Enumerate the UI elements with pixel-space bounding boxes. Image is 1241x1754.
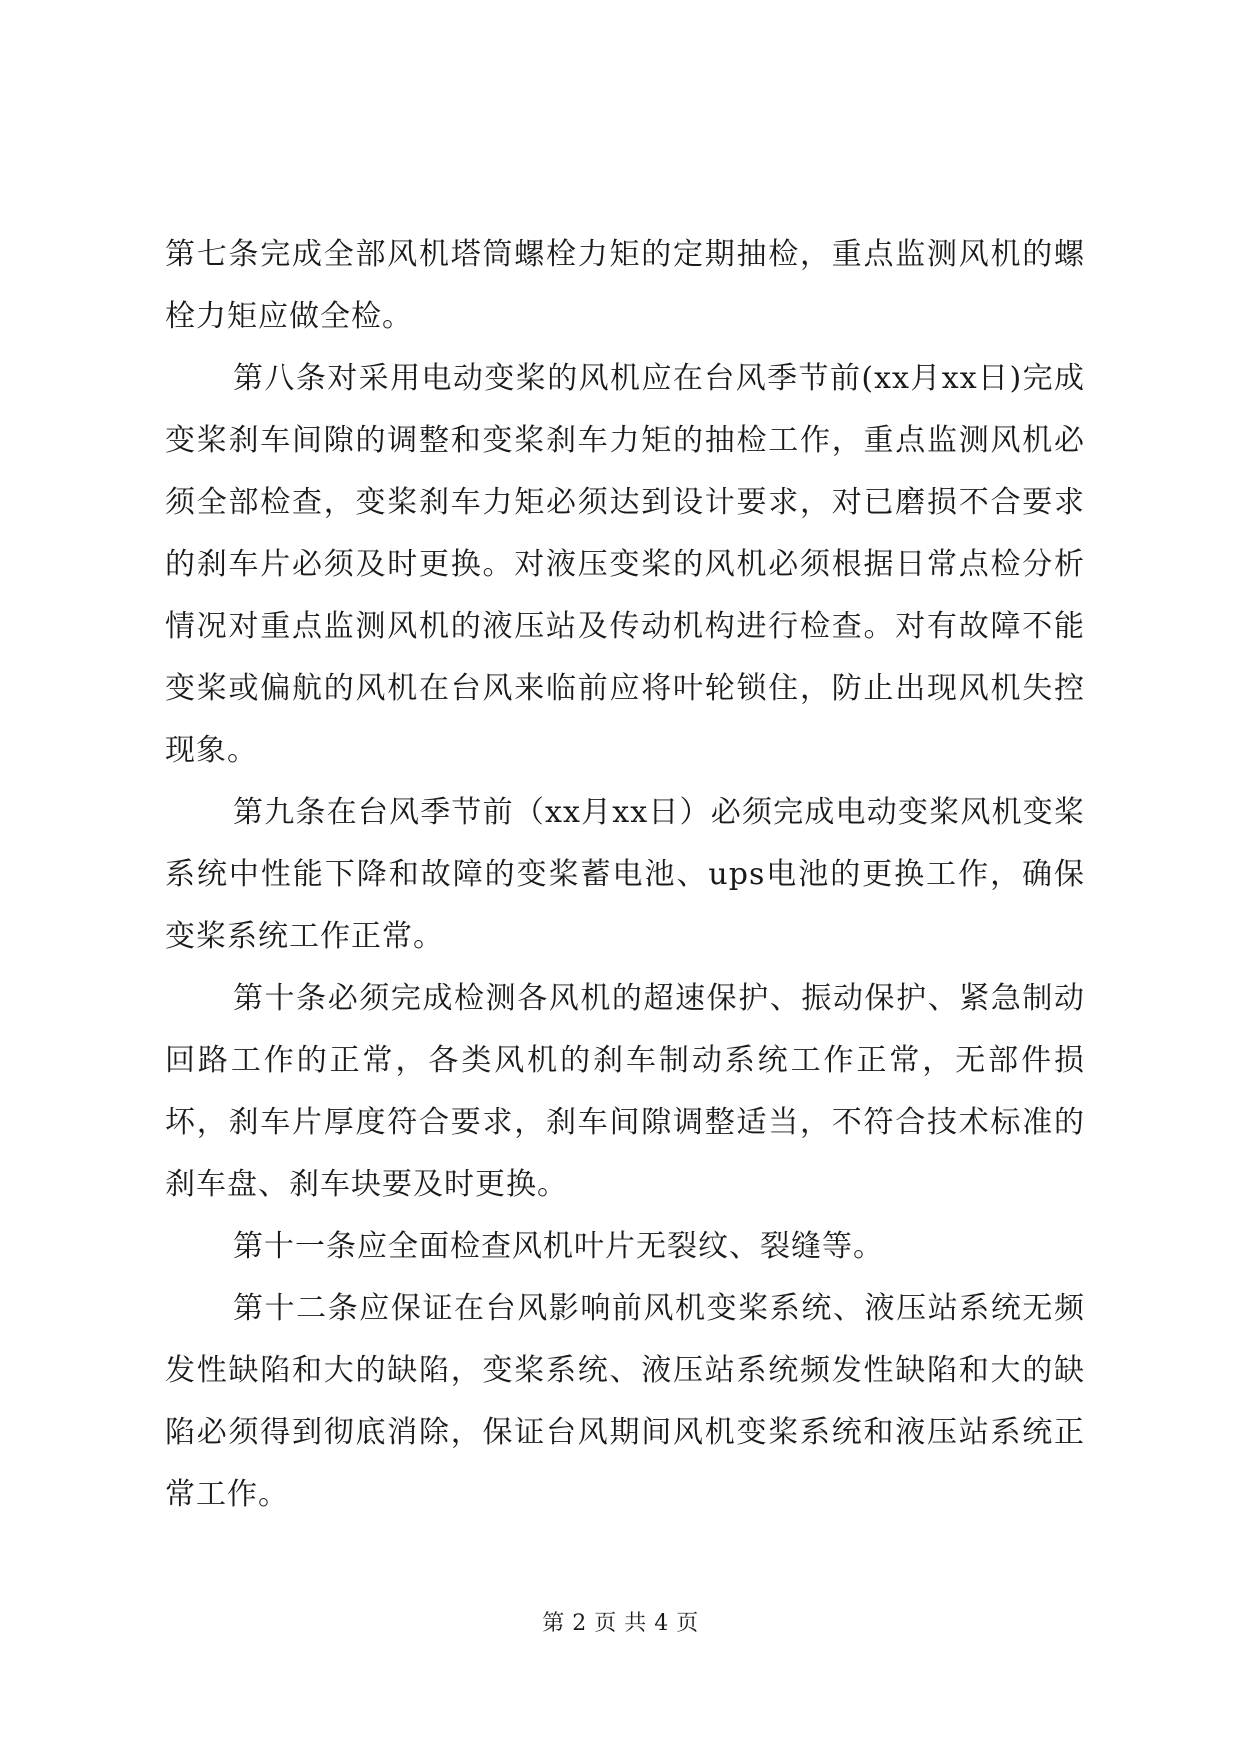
paragraph-article-7: 第七条完成全部风机塔筒螺栓力矩的定期抽检，重点监测风机的螺栓力矩应做全检。 — [165, 237, 1085, 334]
paragraph-article-9: 第九条在台风季节前（xx月xx日）必须完成电动变桨风机变桨系统中性能下降和故障的变桨蓄电池、ups电池的更换工作，确保变桨系统工作正常。 — [165, 795, 1085, 954]
document-body — [165, 224, 1085, 1526]
page-number-label: 第 2 页 共 4 页 — [542, 1611, 699, 1636]
paragraph-article-11: 第十一条应全面检查风机叶片无裂纹、裂缝等。 — [233, 1229, 884, 1264]
paragraph-article-10: 第十条必须完成检测各风机的超速保护、振动保护、紧急制动回路工作的正常，各类风机的刹车制动系统工作正常，无部件损坏，刹车片厚度符合要求，刹车间隙调整适当，不符合技术标准的刹车盘、刹车块要及时更换。 — [165, 981, 1085, 1202]
paragraph-article-8: 第八条对采用电动变桨的风机应在台风季节前(xx月xx日)完成变桨刹车间隙的调整和变桨刹车力矩的抽检工作，重点监测风机必须全部检查，变桨刹车力矩必须达到设计要求，对已磨损不合要求的刹车片必须及时更换。对液压变桨的风机必须根据日常点检分析情况对重点监测风机的液压站及传动机构进行检查。对有故障不能变桨或偏航的风机在台风来临前应将叶轮锁住，防止出现风机失控现象。 — [165, 361, 1085, 768]
paragraph-article-12: 第十二条应保证在台风影响前风机变桨系统、液压站系统无频发性缺陷和大的缺陷，变桨系统、液压站系统频发性缺陷和大的缺陷必须得到彻底消除，保证台风期间风机变桨系统和液压站系统正常工作。 — [165, 1291, 1085, 1512]
page-footer — [0, 1609, 1241, 1639]
